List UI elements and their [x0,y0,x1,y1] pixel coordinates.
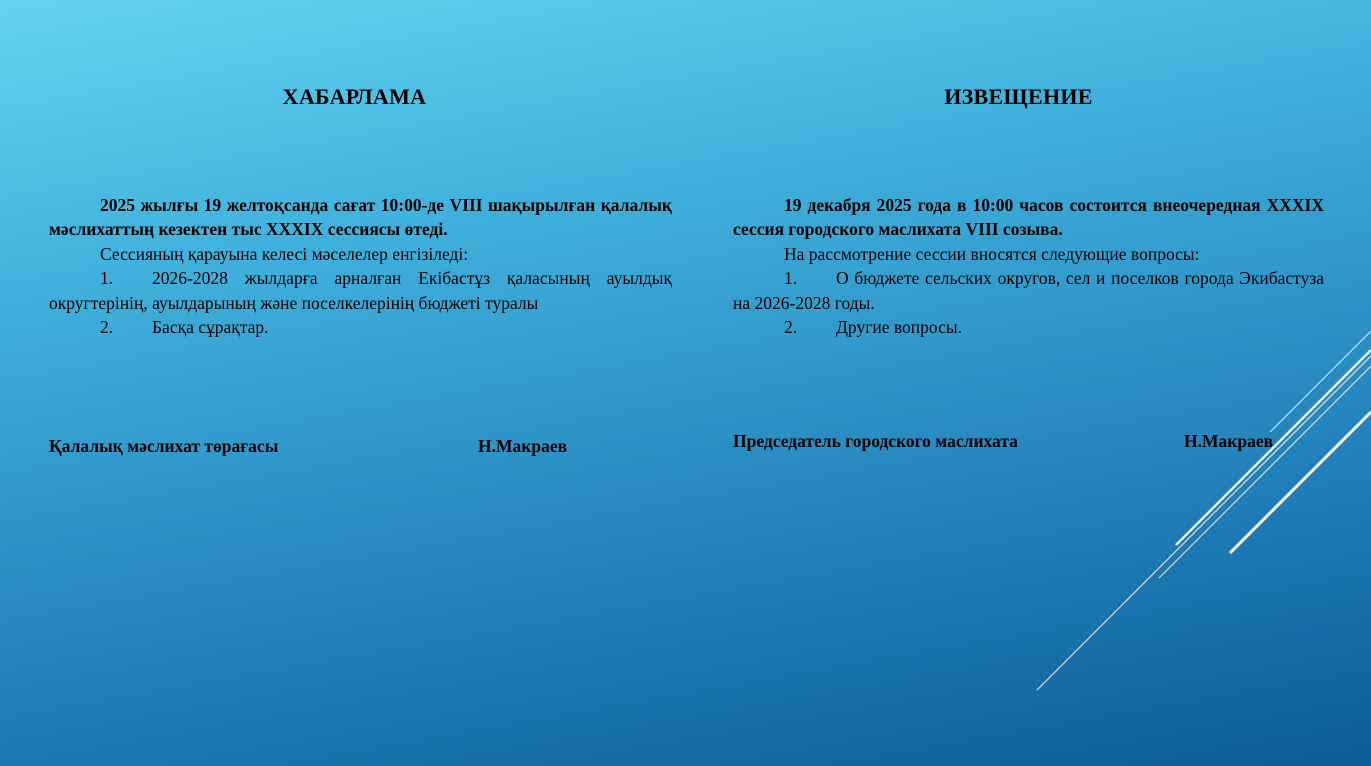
russian-item-number: 1. [784,268,798,289]
russian-signature-name: Н.Макраев [1184,431,1274,451]
kazakh-item-text: 2026-2028 жылдарға арналған Екібастұз қаласының ауылдық округтерінің, ауылдарының және поселкелерінің бюджеті туралы [49,268,672,313]
kazakh-agenda-intro: Сессияның қарауына келесі мәселелер енгізіледі: [100,243,469,264]
decor-line [1176,350,1371,545]
russian-agenda-intro: На рассмотрение сессии вносятся следующие вопросы: [784,243,1200,264]
kazakh-item-number: 2. [100,317,114,338]
decor-line [1230,412,1371,553]
decor-line [1037,356,1371,690]
russian-title: ИЗВЕЩЕНИЕ [944,84,1093,109]
russian-signature-role: Председатель городского маслихата [733,431,1018,451]
decor-line [1159,366,1371,578]
russian-item-number: 2. [784,317,798,338]
kazakh-intro: 2025 жылғы 19 желтоқсанда сағат 10:00-де VIII шақырылған қалалық мәслихаттың кезектен тыс XXXIX сессиясы өтеді. [49,195,672,240]
russian-item-text: О бюджете сельских округов, сел и поселков города Экибастуза на 2026-2028 годы. [733,268,1324,313]
kazakh-title: ХАБАРЛАМА [282,84,427,109]
russian-intro: 19 декабря 2025 года в 10:00 часов состоится внеочередная XXXIX сессия городского маслихата VIII созыва. [733,195,1324,240]
kazakh-item-text: Басқа сұрақтар. [152,317,269,338]
kazakh-signature-role: Қалалық мәслихат төрағасы [49,436,279,456]
kazakh-signature-name: Н.Макраев [478,436,568,456]
russian-item-text: Другие вопросы. [836,317,962,338]
kazakh-item-number: 1. [100,268,114,289]
